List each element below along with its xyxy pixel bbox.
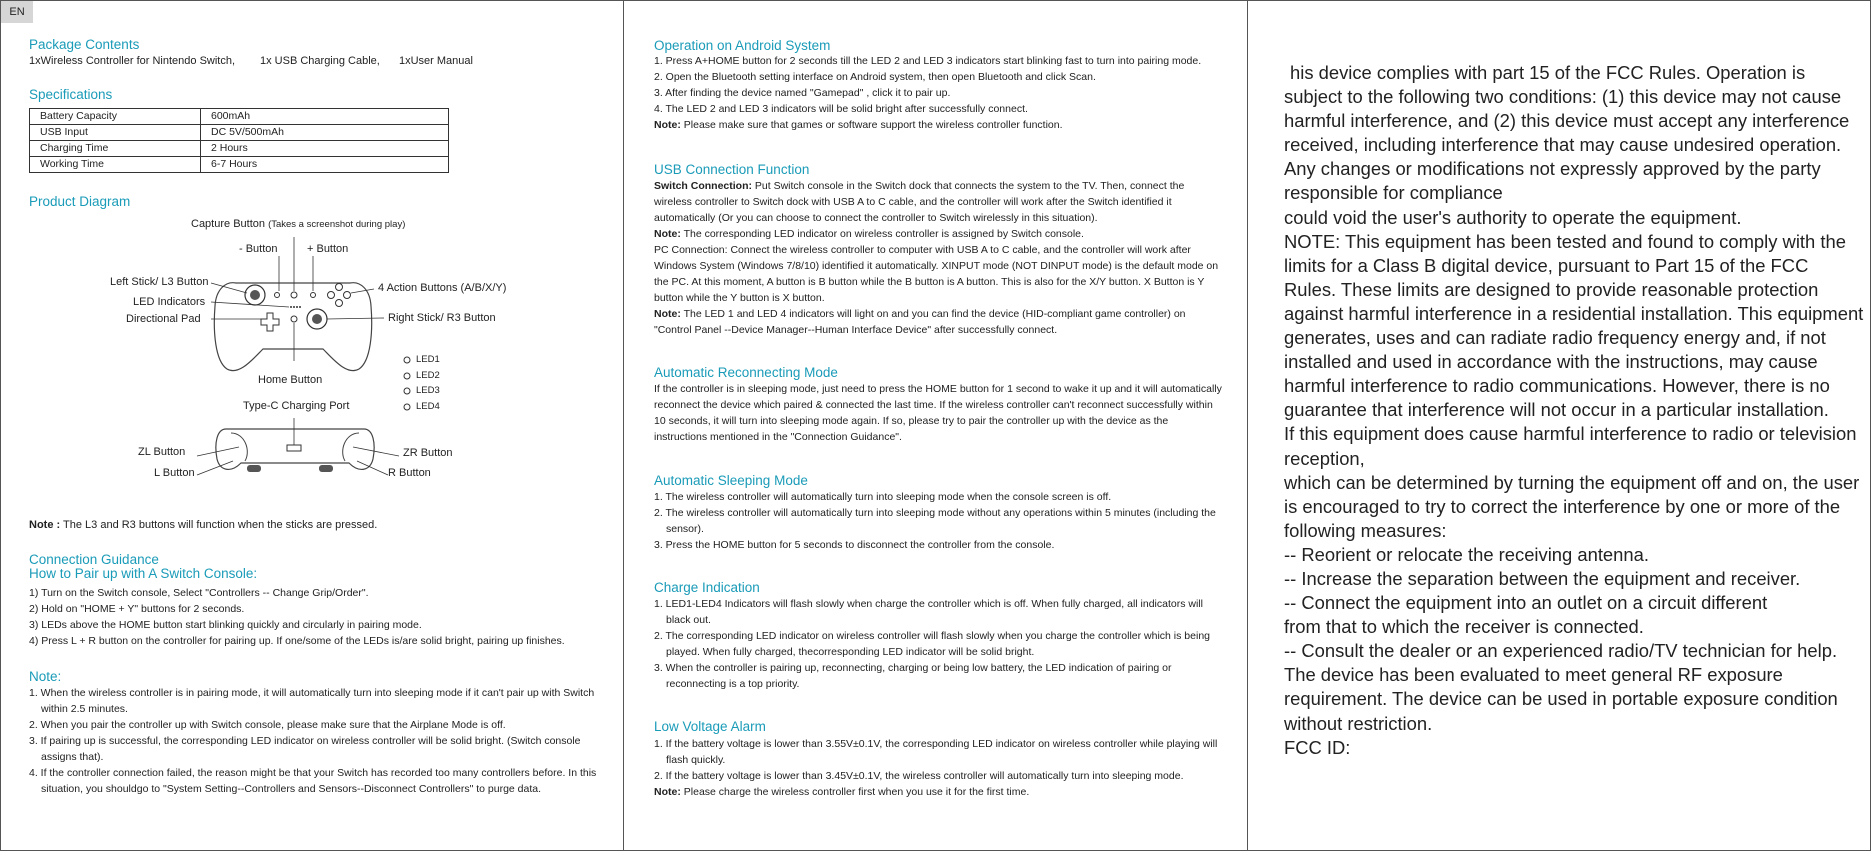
label-left-stick: Left Stick/ L3 Button	[110, 276, 209, 288]
fcc-paragraph: -- Reorient or relocate the receiving antenna.	[1284, 543, 1649, 565]
spec-value: 600mAh	[201, 109, 449, 125]
controller-front-diagram	[1, 211, 621, 531]
manual-page-3-fcc	[1247, 0, 1871, 851]
fcc-paragraph: his device complies with part 15 of the FCC Rules. Operation is subject to the following two conditions: (1) this device may not cause harmful interference, and (2) this device must accept any interference received, including interference that may cause undesired operation.	[1284, 62, 1850, 156]
spec-key: USB Input	[30, 125, 201, 141]
diagram-heading: Product Diagram	[29, 194, 131, 209]
sleep-item: 2. The wireless controller will automatically turn into sleeping mode without any operations within 5 minutes (including the sensor).	[654, 507, 1216, 535]
label-l-button: L Button	[154, 467, 195, 479]
label-plus-button: + Button	[307, 243, 349, 255]
led-dot	[299, 306, 301, 308]
label-zr-button: ZR Button	[403, 447, 453, 459]
label-home-button: Home Button	[258, 374, 323, 386]
guidance-step: 2) Hold on "HOME + Y" buttons for 2 seconds.	[29, 603, 245, 615]
charge-heading: Charge Indication	[654, 580, 760, 595]
note2-item: 3. If pairing up is successful, the corresponding LED indicator on wireless controller will be solid bright. (Switch console assigns that).	[29, 735, 581, 763]
guidance-step: 3) LEDs above the HOME button start blinking quickly and circularly in pairing mode.	[29, 619, 422, 631]
label-minus-button: - Button	[239, 243, 278, 255]
led-legend-mark	[404, 404, 410, 410]
reconnect-heading: Automatic Reconnecting Mode	[654, 365, 838, 380]
diagram-note: Note : The L3 and R3 buttons will function when the sticks are pressed.	[29, 519, 378, 531]
note2-list	[29, 685, 601, 797]
usb-heading: USB Connection Function	[654, 162, 810, 177]
note2-heading: Note:	[29, 669, 62, 684]
sleep-item: 1. The wireless controller will automatically turn into sleeping mode when the console screen is off.	[654, 491, 1112, 503]
usb-note2: Note: The LED 1 and LED 4 indicators will light on and you can find the device (HID-compliant game controller) on "Control Panel --Device Manager--Human Interface Device" after successfully connect.	[654, 308, 1186, 336]
lowvoltage-heading: Low Voltage Alarm	[654, 719, 766, 734]
left-foot	[247, 465, 261, 472]
guidance-steps	[29, 585, 565, 649]
led-dot	[290, 306, 292, 308]
fcc-paragraph: -- Connect the equipment into an outlet on a circuit different	[1284, 592, 1768, 614]
fcc-paragraph: NOTE: This equipment has been tested and found to comply with the limits for a Class B digital device, pursuant to Part 15 of the FCC Rules. These limits are designed to provide reasonable protection against harmful interference in a residential installation. This equipment generates, uses and can radiate radio frequency energy and, if not installed and used in accordance with the instructions, may cause harmful interference to radio communications. However, there is no guarantee that interference will not occur in a particular installation.	[1284, 230, 1864, 421]
sleep-heading: Automatic Sleeping Mode	[654, 473, 808, 488]
right-foot	[319, 465, 333, 472]
note2-item: 4. If the controller connection failed, the reason might be that your Switch has recorded too many controllers before. In this situation, you shouldgo to "System Setting--Controllers and Sensors--Disconnect Controllers" to purge data.	[29, 767, 597, 795]
led-legend-mark	[404, 388, 410, 394]
usb-switch-para: Switch Connection: Put Switch console in the Switch dock that connects the system to the TV. Then, connect the wireless controller to Switch dock with USB A to C cable, and the controller will work after the Switch identified it automatically (Or you can choose to connect the controller to Switch wirelessly in this situation).	[654, 180, 1185, 224]
fcc-id: FCC ID:	[1284, 736, 1351, 758]
package-item: 1x USB Charging Cable,	[260, 55, 380, 67]
package-heading: Package Contents	[29, 37, 140, 52]
android-step: 4. The LED 2 and LED 3 indicators will be solid bright after successfully connect.	[654, 103, 1028, 115]
led-legend-mark	[404, 373, 410, 379]
android-step: 2. Open the Bluetooth setting interface on Android system, then open Bluetooth and click Scan.	[654, 71, 1096, 83]
language-tag: EN	[1, 1, 33, 23]
fcc-paragraph: -- Increase the separation between the equipment and receiver.	[1284, 567, 1801, 589]
sleep-list	[654, 489, 1224, 553]
android-step: 3. After finding the device named "Gamepad" , click it to pair up.	[654, 87, 951, 99]
usb-section	[654, 178, 1224, 338]
manual-page-2	[623, 0, 1248, 851]
lowvoltage-list	[654, 736, 1224, 800]
label-action-buttons: 4 Action Buttons (A/B/X/Y)	[378, 282, 507, 294]
label-led2: LED2	[416, 370, 440, 381]
guidance-subheading: How to Pair up with A Switch Console:	[29, 566, 258, 581]
charge-item: 2. The corresponding LED indicator on wireless controller will flash slowly when you charge the controller which is being played. When fully charged, thecorresponding LED indicator will be solid bright.	[654, 630, 1210, 658]
right-stick-cap	[312, 314, 322, 324]
spec-table	[29, 108, 449, 173]
spec-key: Charging Time	[30, 141, 201, 157]
android-note: Note: Please make sure that games or software support the wireless controller function.	[654, 119, 1063, 131]
charge-list	[654, 596, 1224, 692]
spec-value: 2 Hours	[201, 141, 449, 157]
spec-heading: Specifications	[29, 87, 113, 102]
charge-item: 1. LED1-LED4 Indicators will flash slowly when charge the controller which is off. When fully charged, all indicators will black out.	[654, 598, 1203, 626]
usb-note1: Note: The corresponding LED indicator on wireless controller is assigned by Switch console.	[654, 228, 1084, 240]
fcc-statement	[1284, 61, 1864, 760]
lowvoltage-note: Note: Please charge the wireless controller first when you use it for the first time.	[654, 786, 1030, 798]
android-step: 1. Press A+HOME button for 2 seconds till the LED 2 and LED 3 indicators start blinking fast to turn into pairing mode.	[654, 55, 1202, 67]
led-dot	[293, 306, 295, 308]
spec-value: DC 5V/500mAh	[201, 125, 449, 141]
guidance-step: 4) Press L + R button on the controller for pairing up. If one/some of the LEDs is/are solid bright, pairing up finishes.	[29, 635, 565, 647]
guidance-heading: Connection Guidance	[29, 552, 159, 567]
fcc-paragraph: -- Consult the dealer or an experienced radio/TV technician for help.	[1284, 640, 1838, 662]
label-r-button: R Button	[388, 467, 431, 479]
spec-row	[30, 157, 449, 173]
spec-row	[30, 125, 449, 141]
spec-key: Working Time	[30, 157, 201, 173]
usb-pc-para: PC Connection: Connect the wireless controller to computer with USB A to C cable, and the controller will work after Windows System (Windows 7/8/10) identified it automatically. XINPUT mode (NOT DINPUT mode) is the default mode on the PC. At this moment, A button is B button while the B button is A button. This is also for the X/Y button. X Button is Y button while the Y button is X button.	[654, 244, 1219, 304]
label-capture-button: Capture Button (Takes a screenshot during play)	[191, 218, 406, 230]
label-led1: LED1	[416, 354, 440, 365]
package-item: 1xWireless Controller for Nintendo Switch,	[29, 55, 236, 67]
label-typec-port: Type-C Charging Port	[243, 400, 350, 412]
label-directional-pad: Directional Pad	[126, 313, 201, 325]
charge-item: 3. When the controller is pairing up, reconnecting, charging or being low battery, the LED indication of pairing or reconnecting is a top priority.	[654, 662, 1172, 690]
label-led-indicators: LED Indicators	[133, 296, 206, 308]
spec-row	[30, 109, 449, 125]
manual-page-1	[0, 0, 624, 851]
note2-item: 2. When you pair the controller up with Switch console, please make sure that the Airplane Mode is off.	[29, 719, 506, 731]
android-steps	[654, 53, 1201, 133]
lowvoltage-item: 1. If the battery voltage is lower than 3.55V±0.1V, the corresponding LED indicator on wireless controller while playing will flash quickly.	[654, 738, 1218, 766]
spec-value: 6-7 Hours	[201, 157, 449, 173]
reconnect-text: If the controller is in sleeping mode, just need to press the HOME button for 1 second to wake it up and it will automatically reconnect the device which paired & connected the last time. If the wireless controller can't reconnect successfully within 10 seconds, it will turn into sleeping mode again. If so, please try to pair the controller up with the device as the instructions mentioned in the "Connection Guidance".	[654, 383, 1222, 443]
fcc-paragraph: which can be determined by turning the equipment off and on, the user is encouraged to try to correct the interference by one or more of the following measures:	[1284, 471, 1860, 541]
left-stick-cap	[250, 290, 260, 300]
label-right-stick: Right Stick/ R3 Button	[388, 312, 496, 324]
label-led3: LED3	[416, 385, 440, 396]
sleep-item: 3. Press the HOME button for 5 seconds to disconnect the controller from the console.	[654, 539, 1055, 551]
spec-row	[30, 141, 449, 157]
controller-body	[214, 283, 371, 371]
guidance-step: 1) Turn on the Switch console, Select "Controllers -- Change Grip/Order".	[29, 587, 369, 599]
lowvoltage-item: 2. If the battery voltage is lower than 3.45V±0.1V, the wireless controller will automatically turn into sleeping mode.	[654, 770, 1184, 782]
spec-key: Battery Capacity	[30, 109, 201, 125]
note2-item: 1. When the wireless controller is in pairing mode, it will automatically turn into sleeping mode if it can't pair up with Switch within 2.5 minutes.	[29, 687, 595, 715]
led-legend-mark	[404, 357, 410, 363]
package-item: 1xUser Manual	[399, 55, 473, 67]
fcc-paragraph: Any changes or modifications not expressly approved by the party responsible for compliance	[1284, 158, 1821, 204]
fcc-paragraph: could void the user's authority to operate the equipment.	[1284, 206, 1742, 228]
fcc-paragraph: The device has been evaluated to meet general RF exposure requirement. The device can be used in portable exposure condition without restriction.	[1284, 664, 1838, 734]
fcc-paragraph: If this equipment does cause harmful interference to radio or television reception,	[1284, 423, 1857, 469]
fcc-paragraph: from that to which the receiver is connected.	[1284, 616, 1644, 638]
label-led4: LED4	[416, 401, 440, 412]
led-dot	[296, 306, 298, 308]
android-heading: Operation on Android System	[654, 38, 831, 53]
label-zl-button: ZL Button	[138, 446, 186, 458]
